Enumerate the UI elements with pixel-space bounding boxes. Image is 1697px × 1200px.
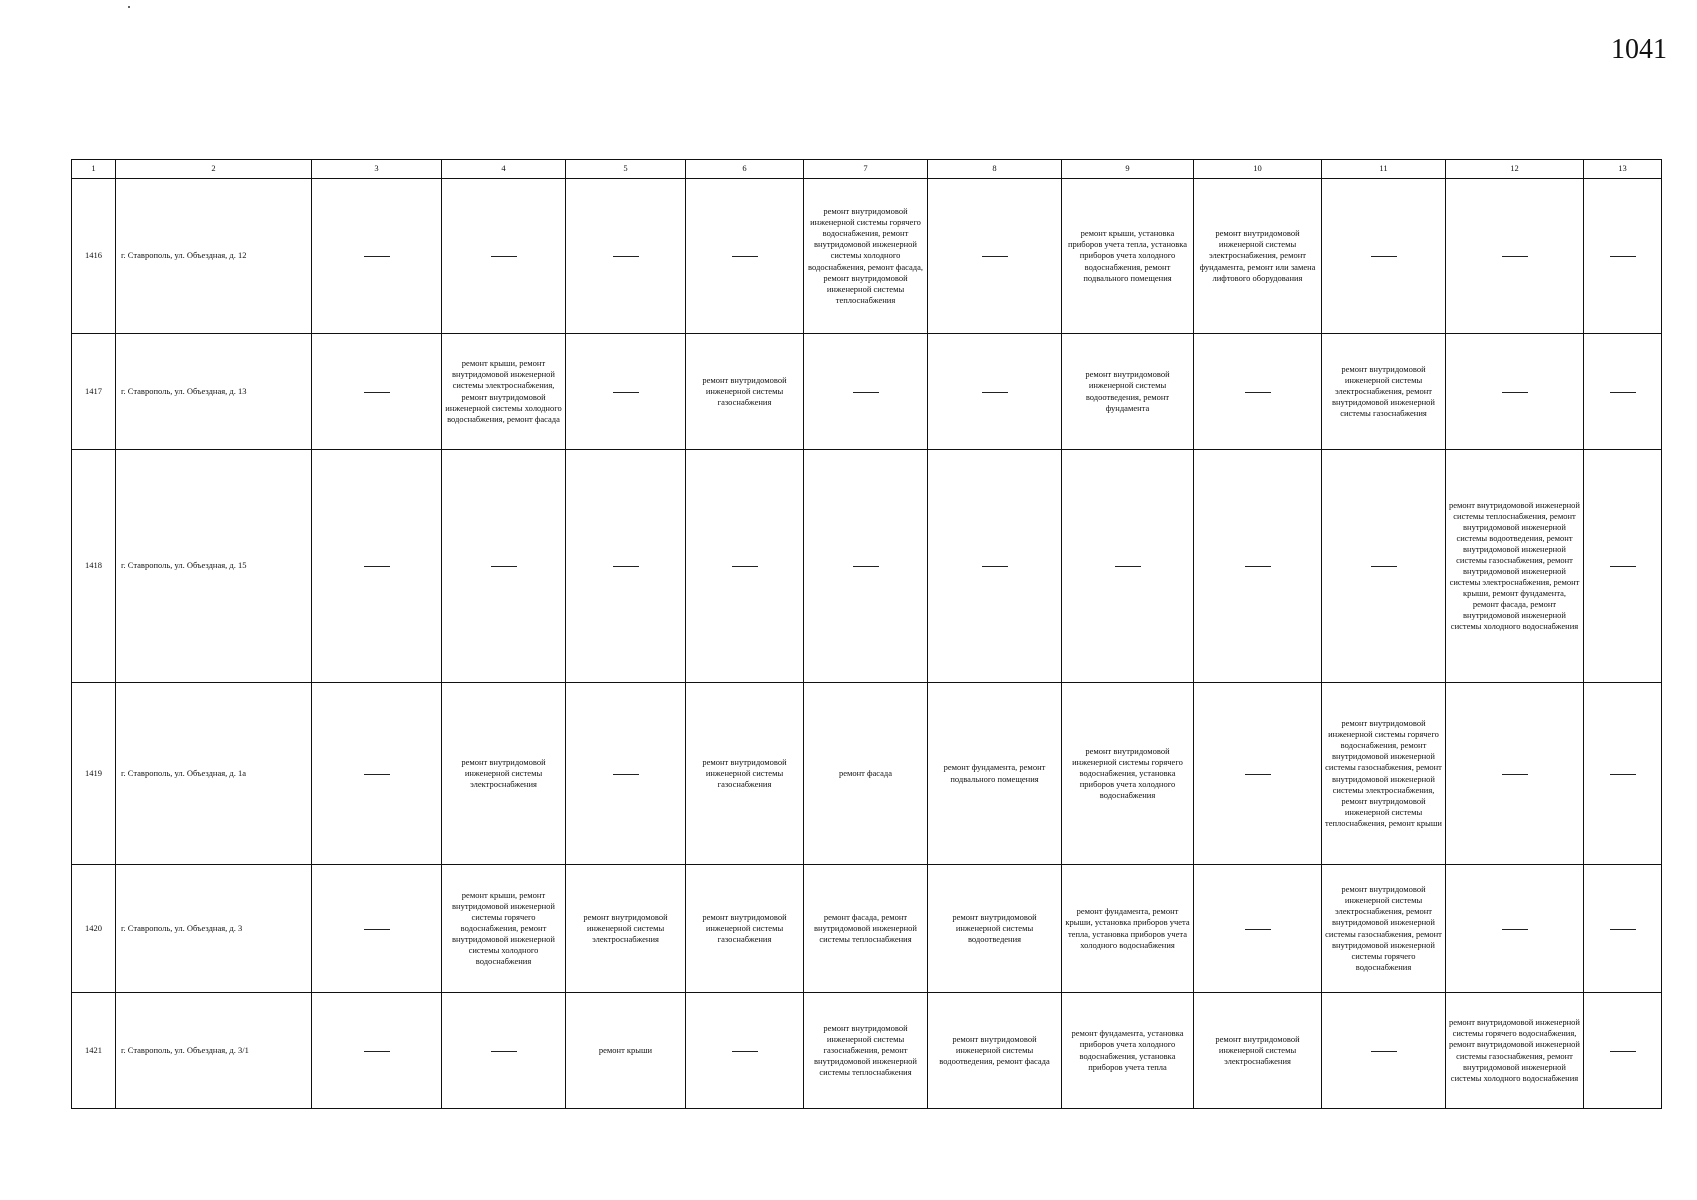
dash-mark [1371,1051,1397,1052]
empty-cell [312,179,442,334]
column-number: 9 [1062,160,1194,179]
empty-cell [312,993,442,1109]
building-address: г. Ставрополь, ул. Объездная, д. 15 [116,450,312,683]
empty-cell [1062,450,1194,683]
column-number: 4 [442,160,566,179]
dash-mark [1610,566,1636,567]
repair-works-cell: ремонт внутридомовой инженерной системы электроснабжения, ремонт фундамента, ремонт или замена лифтового оборудования [1194,179,1322,334]
dash-mark [982,566,1008,567]
repair-works-cell: ремонт внутридомовой инженерной системы водоотведения, ремонт фасада [928,993,1062,1109]
dash-mark [1371,256,1397,257]
empty-cell [1446,865,1584,993]
repair-works-cell: ремонт внутридомовой инженерной системы электроснабжения, ремонт внутридомовой инженерной системы газоснабжения, ремонт внутридомовой инженерной системы горячего водоснабжения [1322,865,1446,993]
dash-mark [491,256,517,257]
repair-works-cell: ремонт внутридомовой инженерной системы теплоснабжения, ремонт внутридомовой инженерной системы водоотведения, ремонт внутридомовой инженерной системы газоснабжения, ремонт внутридомовой инженерной системы электроснабжения, ремонт крыши, ремонт фундамента, ремонт фасада, ремонт внутридомовой инженерной системы холодного водоснабжения [1446,450,1584,683]
repair-works-cell: ремонт крыши, ремонт внутридомовой инженерной системы горячего водоснабжения, ремонт внутридомовой инженерной системы холодного водоснабжения [442,865,566,993]
dash-mark [1245,392,1271,393]
dash-mark [1245,566,1271,567]
dash-mark [853,566,879,567]
empty-cell [566,683,686,865]
repair-works-cell: ремонт фасада, ремонт внутридомовой инженерной системы теплоснабжения [804,865,928,993]
dash-mark [1610,1051,1636,1052]
empty-cell [312,450,442,683]
dash-mark [1502,256,1528,257]
repair-works-cell: ремонт внутридомовой инженерной системы газоснабжения [686,334,804,450]
dash-mark [1245,929,1271,930]
empty-cell [686,993,804,1109]
repair-works-cell: ремонт внутридомовой инженерной системы электроснабжения [1194,993,1322,1109]
repair-schedule-table [71,159,1662,1109]
repair-works-cell: ремонт внутридомовой инженерной системы электроснабжения, ремонт внутридомовой инженерной системы газоснабжения [1322,334,1446,450]
dash-mark [732,256,758,257]
empty-cell [566,450,686,683]
column-number: 7 [804,160,928,179]
repair-works-cell: ремонт внутридомовой инженерной системы горячего водоснабжения, ремонт внутридомовой инженерной системы газоснабжения, ремонт внутридомовой инженерной системы холодного водоснабжения [1446,993,1584,1109]
building-address: г. Ставрополь, ул. Объездная, д. 1а [116,683,312,865]
dash-mark [613,566,639,567]
empty-cell [1446,334,1584,450]
column-number-row [72,160,1662,179]
dash-mark [491,1051,517,1052]
empty-cell [1194,683,1322,865]
column-number: 11 [1322,160,1446,179]
empty-cell [1584,993,1662,1109]
empty-cell [804,334,928,450]
empty-cell [686,450,804,683]
building-address: г. Ставрополь, ул. Объездная, д. 12 [116,179,312,334]
dash-mark [613,774,639,775]
empty-cell [1194,450,1322,683]
empty-cell [1446,683,1584,865]
dash-mark [364,929,390,930]
column-number: 3 [312,160,442,179]
repair-works-cell: ремонт внутридомовой инженерной системы электроснабжения [566,865,686,993]
empty-cell [312,683,442,865]
repair-works-cell: ремонт внутридомовой инженерной системы горячего водоснабжения, установка приборов учета холодного водоснабжения [1062,683,1194,865]
row-number: 1421 [72,993,116,1109]
table-row [72,993,1662,1109]
empty-cell [1194,865,1322,993]
row-number: 1420 [72,865,116,993]
column-number: 10 [1194,160,1322,179]
table-row [72,179,1662,334]
column-number: 6 [686,160,804,179]
dash-mark [364,566,390,567]
empty-cell [1584,334,1662,450]
repair-works-cell: ремонт внутридомовой инженерной системы водоотведения [928,865,1062,993]
table-row [72,865,1662,993]
repair-works-cell: ремонт фундамента, ремонт подвального помещения [928,683,1062,865]
empty-cell [442,179,566,334]
dash-mark [732,566,758,567]
empty-cell [686,179,804,334]
column-number: 12 [1446,160,1584,179]
repair-works-cell: ремонт крыши, установка приборов учета тепла, установка приборов учета холодного водоснабжения, ремонт подвального помещения [1062,179,1194,334]
empty-cell [1584,683,1662,865]
dash-mark [853,392,879,393]
dash-mark [1115,566,1141,567]
empty-cell [804,450,928,683]
repair-works-cell: ремонт внутридомовой инженерной системы газоснабжения [686,683,804,865]
table-row [72,334,1662,450]
column-number: 5 [566,160,686,179]
dash-mark [364,256,390,257]
column-number: 8 [928,160,1062,179]
page-number: 1041 [1611,34,1667,65]
dash-mark [1610,392,1636,393]
dash-mark [1502,774,1528,775]
repair-works-cell: ремонт крыши [566,993,686,1109]
repair-works-cell: ремонт внутридомовой инженерной системы горячего водоснабжения, ремонт внутридомовой инженерной системы газоснабжения, ремонт внутридомовой инженерной системы электроснабжения, ремонт внутридомовой инженерной системы теплоснабжения, ремонт крыши [1322,683,1446,865]
column-number: 2 [116,160,312,179]
empty-cell [1322,179,1446,334]
repair-works-cell: ремонт внутридомовой инженерной системы газоснабжения, ремонт внутридомовой инженерной системы теплоснабжения [804,993,928,1109]
empty-cell [566,334,686,450]
repair-works-cell: ремонт фасада [804,683,928,865]
repair-works-cell: ремонт фундамента, установка приборов учета холодного водоснабжения, установка приборов учета тепла [1062,993,1194,1109]
empty-cell [1584,179,1662,334]
dash-mark [364,774,390,775]
dash-mark [613,392,639,393]
empty-cell [928,450,1062,683]
dash-mark [364,392,390,393]
empty-cell [1322,993,1446,1109]
dash-mark [1610,929,1636,930]
empty-cell [1584,450,1662,683]
empty-cell [442,993,566,1109]
empty-cell [928,179,1062,334]
table-row [72,683,1662,865]
table-body [72,160,1662,1109]
scan-speck [128,6,130,8]
empty-cell [566,179,686,334]
dash-mark [1610,256,1636,257]
empty-cell [928,334,1062,450]
repair-works-cell: ремонт внутридомовой инженерной системы горячего водоснабжения, ремонт внутридомовой инженерной системы холодного водоснабжения, ремонт фасада, ремонт внутридомовой инженерной системы теплоснабжения [804,179,928,334]
dash-mark [732,1051,758,1052]
building-address: г. Ставрополь, ул. Объездная, д. 3/1 [116,993,312,1109]
empty-cell [1194,334,1322,450]
empty-cell [1446,179,1584,334]
dash-mark [982,256,1008,257]
empty-cell [1322,450,1446,683]
dash-mark [1502,929,1528,930]
repair-works-cell: ремонт внутридомовой инженерной системы газоснабжения [686,865,804,993]
column-number: 1 [72,160,116,179]
repair-works-cell: ремонт внутридомовой инженерной системы электроснабжения [442,683,566,865]
dash-mark [1245,774,1271,775]
row-number: 1417 [72,334,116,450]
row-number: 1416 [72,179,116,334]
building-address: г. Ставрополь, ул. Объездная, д. 3 [116,865,312,993]
dash-mark [364,1051,390,1052]
row-number: 1419 [72,683,116,865]
dash-mark [1610,774,1636,775]
row-number: 1418 [72,450,116,683]
dash-mark [982,392,1008,393]
dash-mark [1371,566,1397,567]
empty-cell [312,334,442,450]
repair-works-cell: ремонт внутридомовой инженерной системы водоотведения, ремонт фундамента [1062,334,1194,450]
repair-works-cell: ремонт фундамента, ремонт крыши, установка приборов учета тепла, установка приборов учета холодного водоснабжения [1062,865,1194,993]
column-number: 13 [1584,160,1662,179]
dash-mark [613,256,639,257]
empty-cell [312,865,442,993]
dash-mark [1502,392,1528,393]
building-address: г. Ставрополь, ул. Объездная, д. 13 [116,334,312,450]
empty-cell [1584,865,1662,993]
repair-works-cell: ремонт крыши, ремонт внутридомовой инженерной системы электроснабжения, ремонт внутридомовой инженерной системы холодного водоснабжения, ремонт фасада [442,334,566,450]
empty-cell [442,450,566,683]
dash-mark [491,566,517,567]
table-row [72,450,1662,683]
